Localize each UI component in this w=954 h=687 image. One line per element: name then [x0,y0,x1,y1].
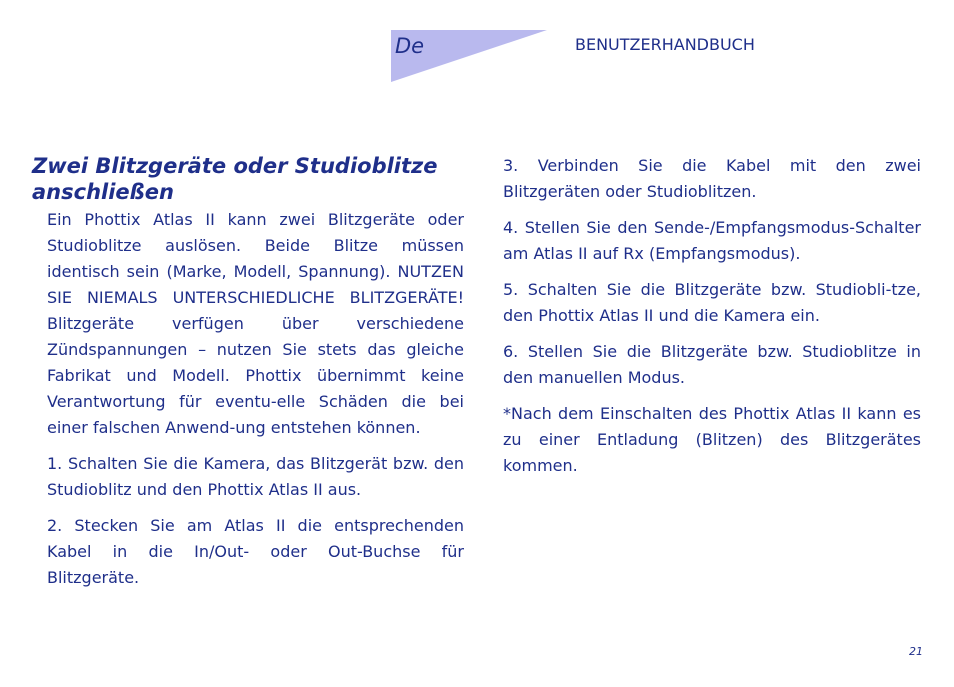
step-2: 2. Stecken Sie am Atlas II die entsprechenden Kabel in die In/Out- oder Out-Buchse für Blitzgeräte. [47,516,464,587]
step-6: 6. Stellen Sie die Blitzgeräte bzw. Studioblitze in den manuellen Modus. [503,342,921,387]
step-4: 4. Stellen Sie den Sende-/Empfangsmodus-Schalter am Atlas II auf Rx (Empfangsmodus). [503,218,921,263]
left-column [47,207,464,601]
section-title: Zwei Blitzgeräte oder Studioblitze anschließen [32,154,438,204]
step-1: 1. Schalten Sie die Kamera, das Blitzgerät bzw. den Studioblitz und den Phottix Atlas II aus. [47,454,464,499]
step-3: 3. Verbinden Sie die Kabel mit den zwei Blitzgeräten oder Studioblitzen. [503,156,921,201]
step-5: 5. Schalten Sie die Blitzgeräte bzw. Studiobli-tze, den Phottix Atlas II und die Kamera ein. [503,280,921,325]
document-title: BENUTZERHANDBUCH [575,35,755,54]
intro-paragraph: Ein Phottix Atlas II kann zwei Blitzgeräte oder Studioblitze auslösen. Beide Blitze müssen identisch sein (Marke, Modell, Spannung). NUTZEN SIE NIEMALS UNTERSCHIEDLICHE BLITZGERÄTE! Blitzgeräte verfügen über verschiedene Zündspannungen – nutzen Sie stets das gleiche Fabrikat und Modell. Phottix übernimmt keine Verantwortung für eventu-elle Schäden die bei einer falschen Anwend-ung entstehen können. [47,210,464,437]
right-column [503,153,921,489]
language-label: De [395,34,425,58]
page-number: 21 [909,645,923,658]
note-paragraph: *Nach dem Einschalten des Phottix Atlas II kann es zu einer Entladung (Blitzen) des Blitzgerätes kommen. [503,404,921,475]
